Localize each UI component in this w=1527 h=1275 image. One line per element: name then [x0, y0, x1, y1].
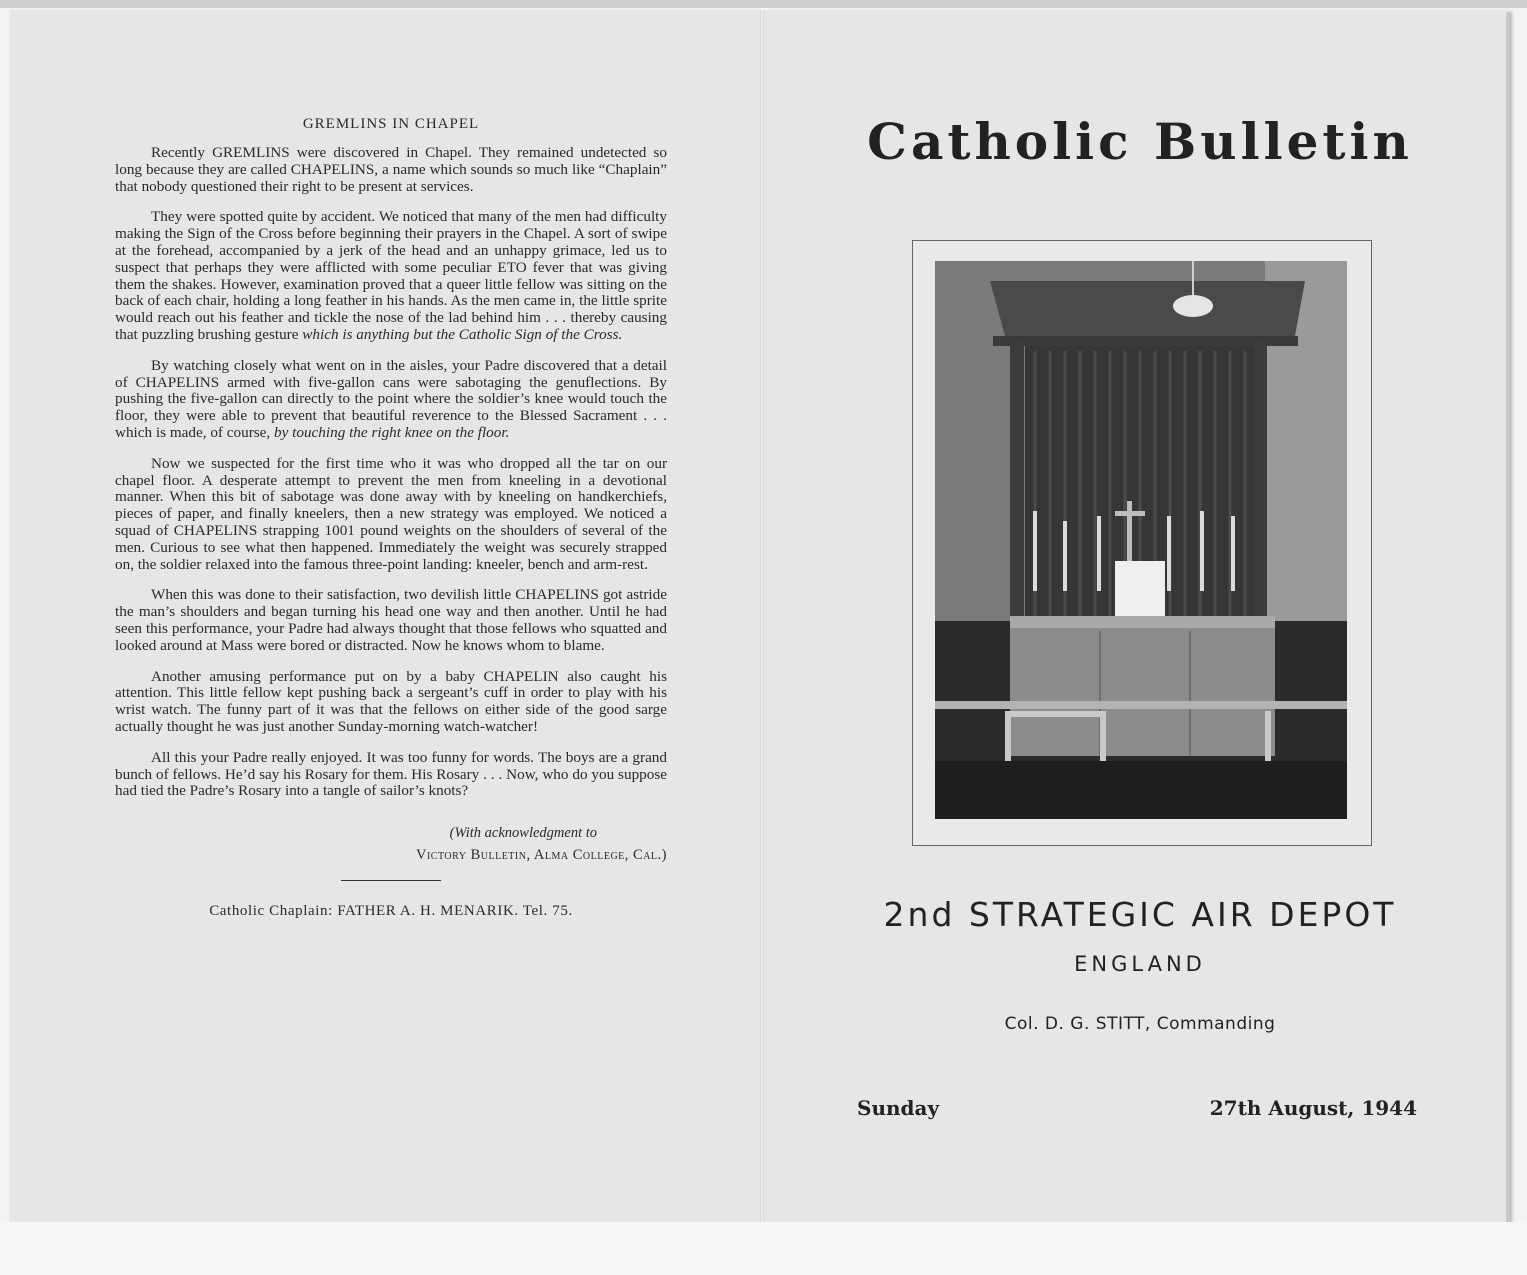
paragraph-3: By watching closely what went on in the aisles, your Padre discovered that a detail of CHAPELINS armed with five-gallon cans were sabotaging the genuflections. By pushing the five-gallon can directly to the point where the soldier’s knee would touch the floor, they were able to prevent that beautiful reverence to the Blessed Sacrament . . . which is made, of course, by touching the right knee on the floor. — [115, 356, 667, 441]
service-date: 27th August, 1944 — [1209, 1096, 1417, 1120]
altar-photo — [935, 261, 1347, 819]
depot-name: 2nd STRATEGIC AIR DEPOT — [883, 895, 1397, 934]
paragraph-2-italic: which is anything but the Catholic Sign of the Cross. — [302, 325, 623, 343]
paragraph-3-italic: by touching the right knee on the floor. — [274, 423, 510, 441]
paragraph-7: All this your Padre really enjoyed. It was too funny for words. The boys are a grand bunch of fellows. He’d say his Rosary for them. His Rosary . . . Now, who do you suppose had tied the Padre’s Rosary into a tangle of sailor’s knots? — [115, 748, 667, 800]
paragraph-6: Another amusing performance put on by a baby CHAPELIN also caught his attention. This little fellow kept pushing back a sergeant’s cuff in order to play with his wrist watch. The funny part of it was that the fellows on either side of the good sarge actually thought he was just another Sunday-morning watch-watcher! — [115, 667, 667, 735]
altar-photo-frame — [912, 240, 1372, 846]
acknowledgment-line-2: Victory Bulletin, Alma College, Cal.) — [416, 847, 667, 864]
altar-photo-image — [935, 261, 1347, 819]
paragraph-2: They were spotted quite by accident. We noticed that many of the men had difficulty making the Sign of the Cross before beginning their prayers in the Chapel. A sort of swipe at the forehead, accompanied by a jerk of the head and an unhappy grimace, led us to suspect that perhaps they were afflicted with some peculiar ETO fever that was giving them the shakes. However, examination proved that a queer little fellow was sitting on the back of each chair, holding a long feather in his hands. As the men came in, the little sprite would reach out his feather and tickle the nose of the lad behind him . . . thereby causing that puzzling brushing gesture which is anything but the Catholic Sign of the Cross. — [115, 208, 667, 343]
paragraph-4: Now we suspected for the first time who it was who dropped all the tar on our chapel floor. A desperate attempt to prevent the men from kneeling in a devotional manner. When this bit of sabotage was done away with by kneeling on handkerchiefs, pieces of paper, and finally kneelers, then a new strategy was employed. We noticed a squad of CHAPELINS strapping 1001 pound weights on the shoulders of several of the men. Curious to see what then happened. Immediately the weight was securely strapped on, the soldier relaxed into the famous three-point landing: kneeler, bench and arm-rest. — [115, 454, 667, 573]
acknowledgment-line-1: (With acknowledgment to — [449, 825, 597, 842]
sheet-right-edge — [1506, 12, 1510, 1222]
paragraph-1: Recently GREMLINS were discovered in Chapel. They remained undetected so long because they are called CHAPELINS, a name which sounds so much like “Chaplain” that nobody questioned their right to be present at services. — [115, 144, 667, 195]
commanding-officer: Col. D. G. STITT, Commanding — [1004, 1014, 1276, 1034]
center-fold — [760, 10, 764, 1222]
country-name: ENGLAND — [1074, 952, 1206, 976]
divider-rule — [341, 880, 441, 881]
service-day: Sunday — [857, 1096, 940, 1120]
article-title: GREMLINS IN CHAPEL — [302, 116, 480, 132]
chaplain-line: Catholic Chaplain: FATHER A. H. MENARIK. Tel. 75. — [209, 903, 573, 920]
acknowledgment — [115, 822, 667, 866]
paragraph-5: When this was done to their satisfaction, two devilish little CHAPELINS got astride the man’s shoulders and began turning his head one way and then another. Until he had seen this performance, your Padre had always thought that those fellows who squatted and looked around at Mass were bored or distracted. Now he knows whom to blame. — [115, 586, 667, 654]
bulletin-title: Catholic Bulletin — [867, 112, 1413, 171]
scan-top-edge — [0, 0, 1527, 8]
left-page — [115, 110, 667, 920]
scan-bottom-margin — [0, 1222, 1527, 1275]
